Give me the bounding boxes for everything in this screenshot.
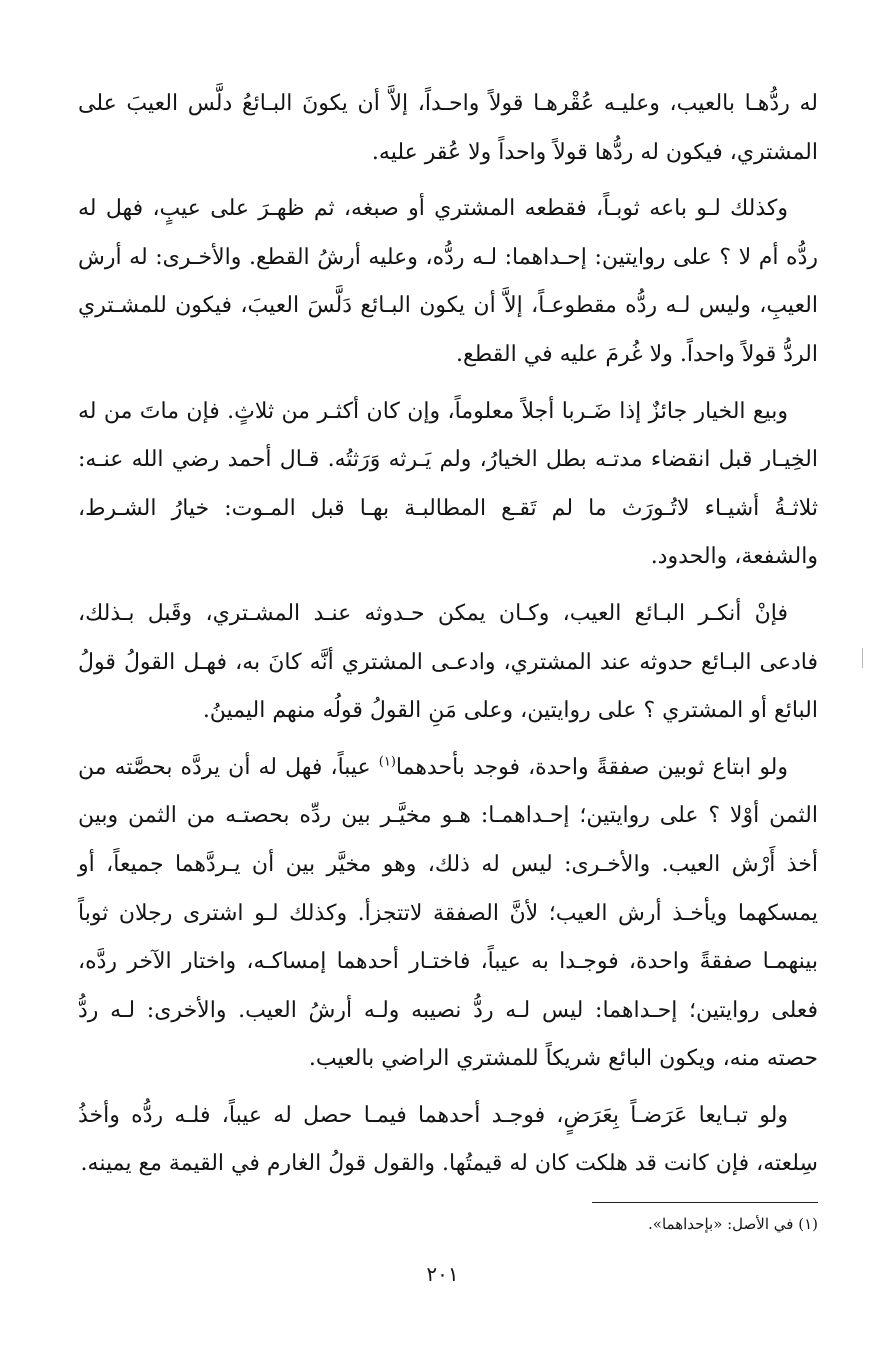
footnote-separator xyxy=(592,1202,818,1203)
main-text xyxy=(78,80,818,1197)
paragraph-5-start: ولو ابتاع ثوبين صفقةً واحدة، فوجد بأحدهما xyxy=(395,754,789,780)
footnote-reference[interactable]: (١) xyxy=(378,754,396,770)
page-number: ٢٠١ xyxy=(426,1262,459,1286)
margin-mark xyxy=(862,648,863,668)
paragraph-5 xyxy=(78,744,818,1084)
paragraph-3: وبيع الخيار جائزٌ إذا ضَـربا أجلاً معلوماً، وإن كان أكثـر من ثلاثٍ. فإن ماتَ من له الخِيـار قبل انقضاء مدتـه بطل الخيارُ، ولم يَـرثه وَرَثتُه. قـال أحمد رضي الله عنـه: ثلاثـةُ أشيـاء لاتُـورَث ما لم تَقـع المطالبـة بهـا قبل المـوت: خيارُ الشـرط، والشفعة، والحدود. xyxy=(78,398,818,570)
paragraph-4: فإنْ أنكـر البـائع العيب، وكـان يمكن حـدوثه عنـد المشـتري، وقَبل بـذلك، فادعى البـائع حدوثه عند المشتري، وادعـى المشتري أنَّه كانَ به، فهـل القولُ قولُ البائع أو المشتري ؟ على روايتين، وعلى مَنِ القولُ قولُه منهم اليمينُ. xyxy=(78,600,818,724)
paragraph-1: له ردُّهـا بالعيب، وعليـه عُقْرهـا قولاً واحـداً، إلاَّ أن يكونَ البـائعُ دلَّس العيبَ على المشتري، فيكون له ردُّها قولاً واحداً ولا عُقر عليه. xyxy=(78,91,818,165)
footnote: (١) في الأصل: «بإحداهما». xyxy=(648,1215,818,1233)
paragraph-5-rest: عيباً، فهل له أن يردَّه بحصَّته من الثمن أوْلا ؟ على روايتين؛ إحـداهمـا: هـو مخيَّـر بين ردِّه بحصتـه من الثمن وبين أخذ أَرْش العيب. والأخـرى: ليس له ذلك، وهو مخيَّر بين أن يـردَّهما جميعاً، أو يمسكهما ويأخـذ أرش العيب؛ لأنَّ الصفقة لاتتجزأ. وكذلك لـو اشترى رجلان ثوباً بينهمـا صفقةً واحدة، فوجـدا به عيباً، فاختـار أحدهما إمساكـه، واختار الآخر ردَّه، فعلى روايتين؛ إحـداهما: ليس لـه ردُّ نصيبه ولـه أرشُ العيب. والأخرى: لـه ردُّ حصته منه، ويكون البائع شريكاً للمشتري الراضي بالعيب. xyxy=(78,754,818,1072)
paragraph-2: وكذلك لـو باعه ثوبـاً، فقطعه المشتري أو صبغه، ثم ظهـرَ على عيبٍ، فهل له ردُّه أم لا ؟ على روايتين: إحـداهما: لـه ردُّه، وعليه أرشُ القطع. والأخـرى: له أرش العيبِ، وليس لـه ردُّه مقطوعـاً، إلاَّ أن يكون البـائع دَلَّسَ العيبَ، فيكون للمشـتري الردُّ قولاً واحداً. ولا غُرمَ عليه في القطع. xyxy=(78,196,818,367)
paragraph-6: ولو تبـايعا عَرَضـاً بِعَرَضٍ، فوجـد أحدهما فيمـا حصل له عيباً، فلـه ردُّه وأخذُ سِلعته، فإن كانت قد هلكت كان له قيمتُها. والقول قولُ الغارم في القيمة مع يمينه. xyxy=(78,1102,818,1177)
